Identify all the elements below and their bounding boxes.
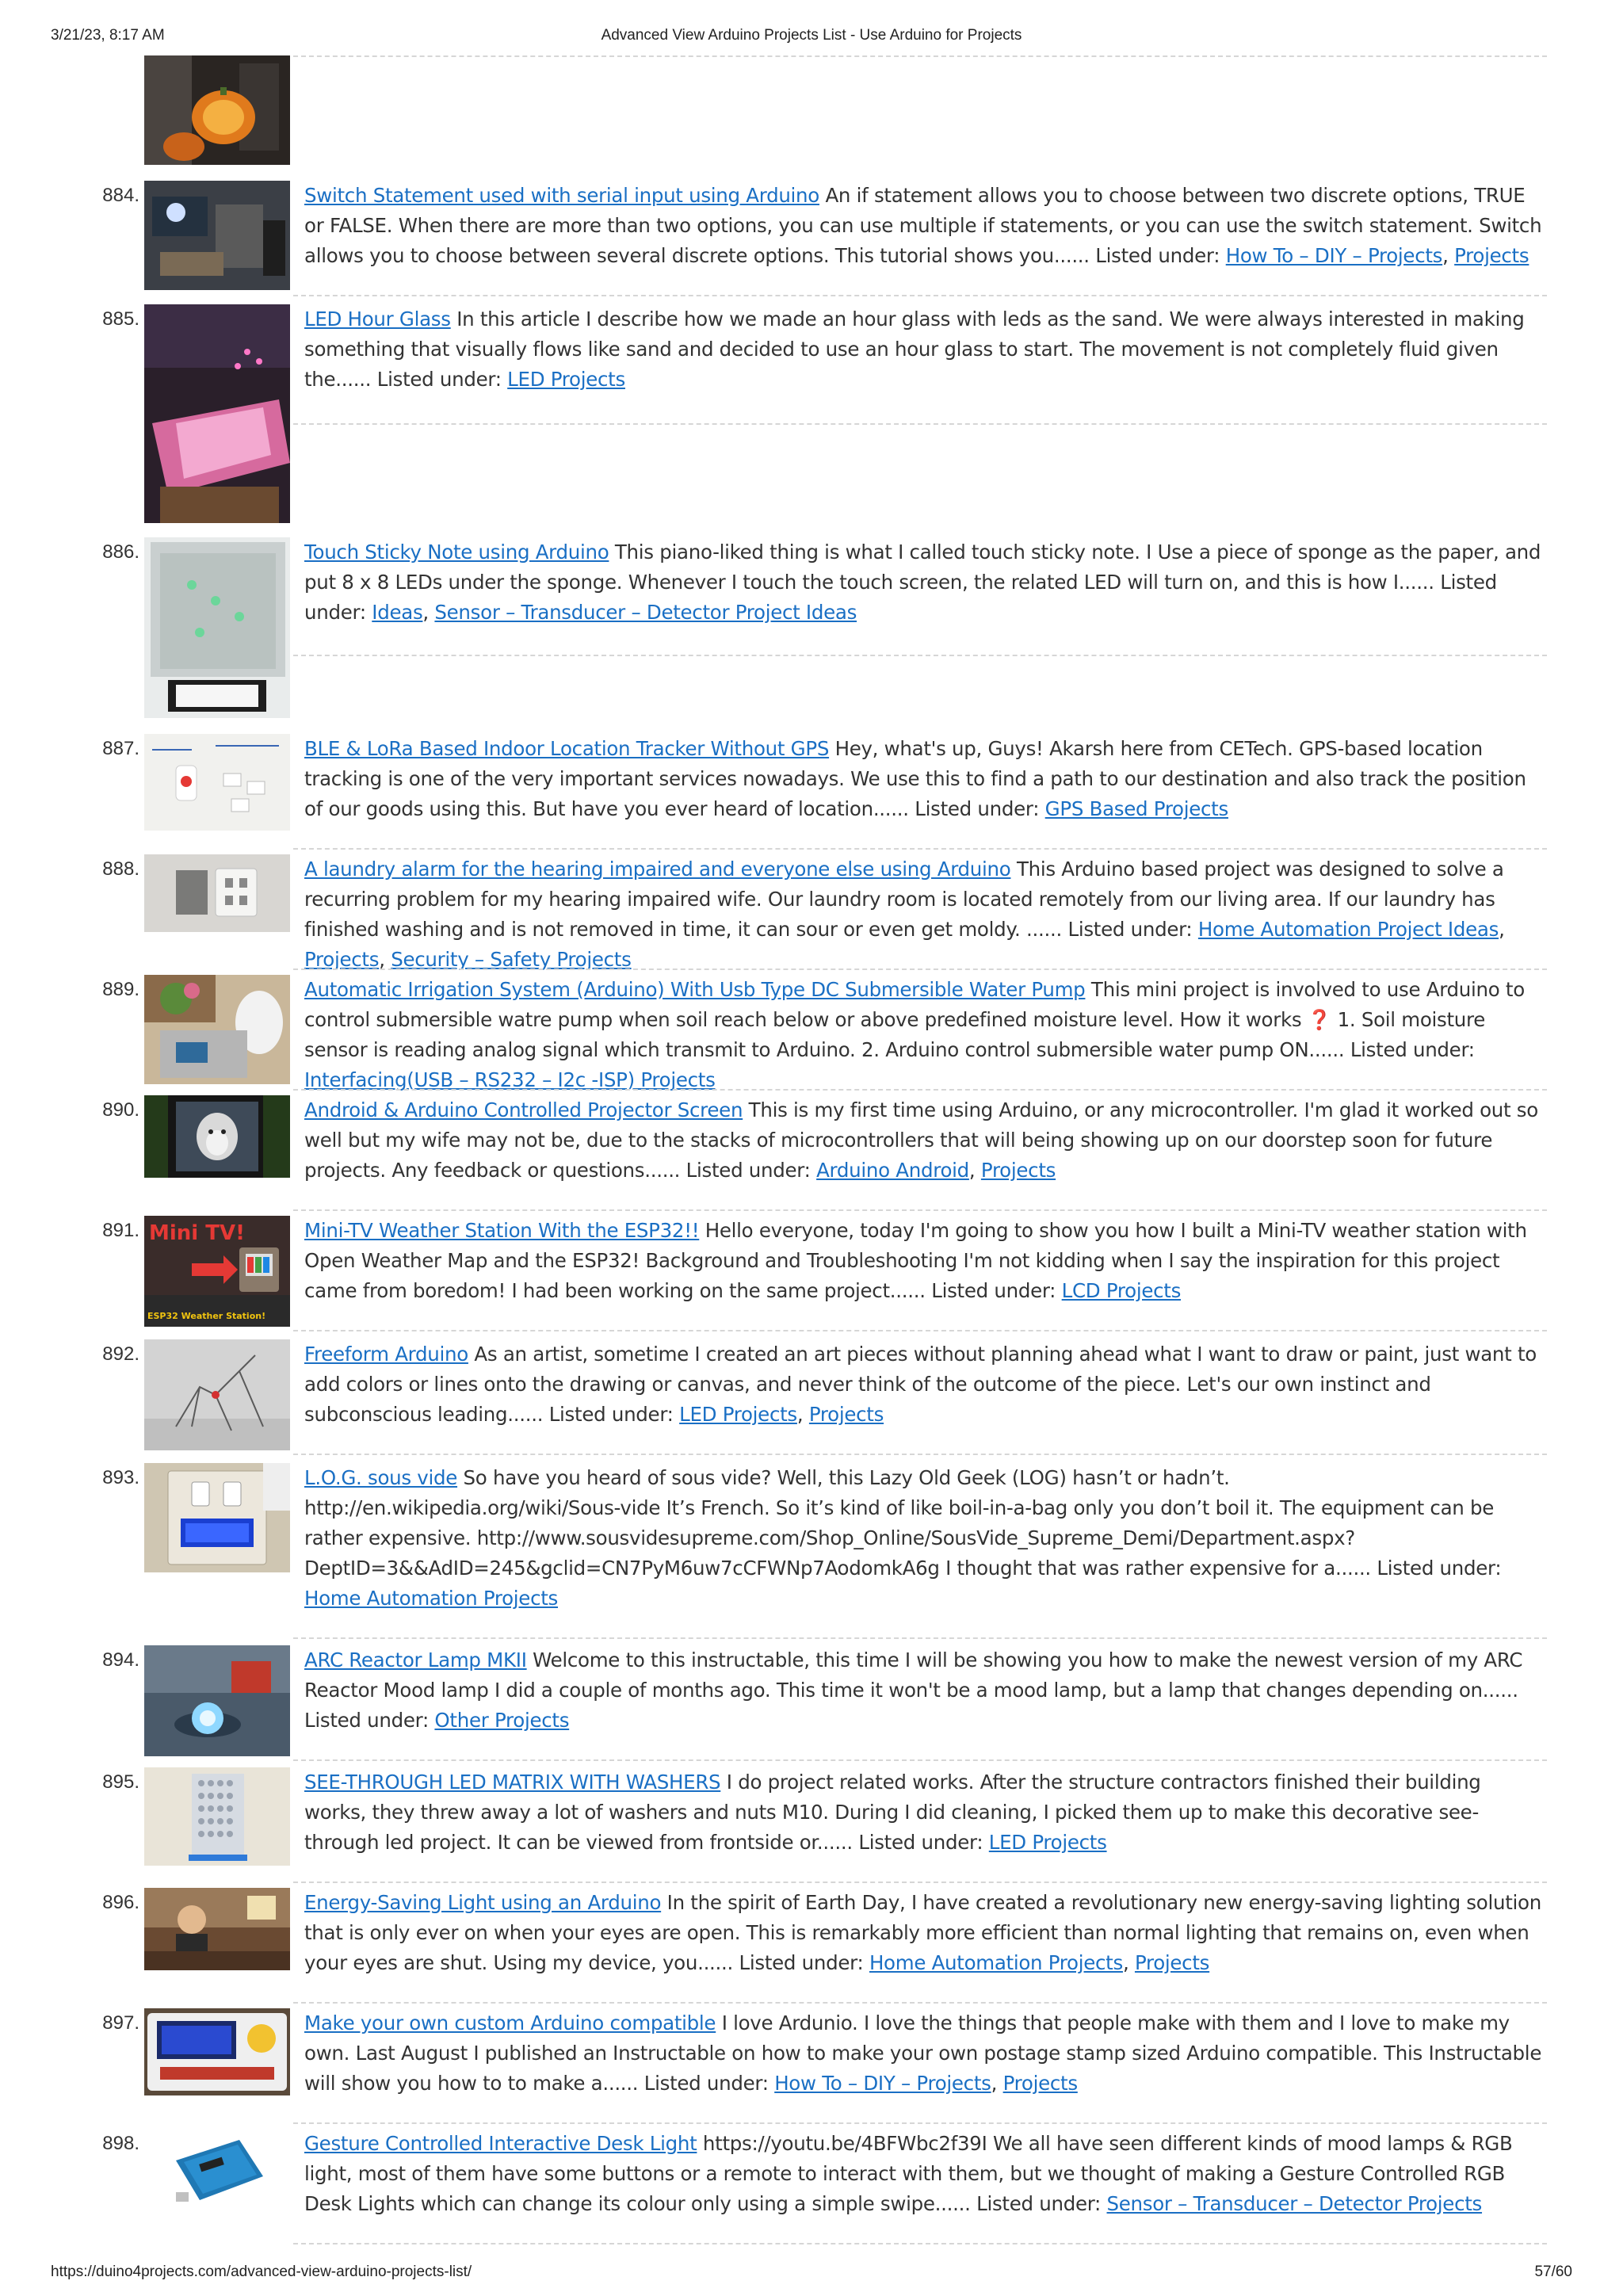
listed-under-label: Listed under: — [976, 2192, 1102, 2215]
category-link[interactable]: Projects — [304, 948, 380, 971]
item-description — [304, 1645, 1547, 1736]
item-number: 898. — [102, 2133, 139, 2154]
item-text: In the spirit of Earth Day, I have created a revolutionary new energy-saving lighting solution that is only ever on when your eyes are open. This is remarkably more efficient than normal lighting that remains on, even when your eyes are shut. Using my device, you...... — [304, 1891, 1541, 1974]
project-link[interactable]: L.O.G. sous vide — [304, 1466, 458, 1489]
category-link[interactable]: LCD Projects — [1061, 1279, 1182, 1302]
item-number: 894. — [102, 1649, 139, 1671]
project-link[interactable]: Android & Arduino Controlled Projector Screen — [304, 1098, 743, 1121]
category-link[interactable]: Ideas — [372, 601, 423, 624]
item-text: I love Ardunio. I love the things that people make with them and I love to make my own. Last August I published an Instructable on how to make your own postage stamp sized Arduino compatible. This Instructable will show you how to to make a...... — [304, 2011, 1542, 2095]
separator — [293, 2002, 1547, 2004]
item-number: 897. — [102, 2012, 139, 2034]
category-link[interactable]: Sensor – Transducer – Detector Projects — [1106, 2192, 1483, 2215]
item-description: A laundry alarm for the hearing impaired and everyone else using Arduino This Arduino based project was designed to solve a recurring problem for my hearing impaired wife. Our laundry room is located remotely from our living area. If our laundry has finished washing and is not removed in time, it can sour or even get moldy. ...... Listed under: Home Automation Project Ideas, Projects, Security – Safety Projects — [304, 858, 1505, 971]
thumbnail-caption: ESP32 Weather Station! — [147, 1311, 266, 1321]
thumbnail — [144, 2008, 290, 2095]
item-text: This piano-liked thing is what I called touch sticky note. I Use a piece of sponge as the paper, and put 8 x 8 LEDs under the sponge. Whenever I touch the touch screen, the related LED will turn on, and this is how I...... — [304, 541, 1541, 594]
project-link[interactable]: SEE-THROUGH LED MATRIX WITH WASHERS — [304, 1771, 721, 1794]
item-description — [304, 1463, 1547, 1614]
item-number: 891. — [102, 1220, 139, 1241]
item-description: Energy-Saving Light using an Arduino In the spirit of Earth Day, I have created a revolutionary new energy-saving lighting solution that is only ever on when your eyes are open. This is remarkably more efficient than normal lighting that remains on, even when your eyes are shut. Using my device, you...... Listed under: Home Automation Projects, Projects — [304, 1891, 1541, 1974]
project-link[interactable]: Touch Sticky Note using Arduino — [304, 541, 609, 563]
item-text: I do project related works. After the structure contractors finished their building works, they threw away a lot of washers and nuts M10. During I did cleaning, I picked them up to make this decorative see-through led project. It can be viewed from frontside or...... — [304, 1771, 1481, 1854]
item-description — [304, 304, 1547, 395]
thumbnail — [144, 181, 290, 290]
project-link[interactable]: Make your own custom Arduino compatible — [304, 2011, 716, 2034]
separator — [293, 423, 1547, 425]
separator — [293, 1089, 1547, 1091]
listed-under-label: Listed under: — [548, 1403, 674, 1426]
thumbnail — [144, 734, 290, 831]
listed-under-label: Listed under: — [304, 571, 1497, 624]
project-link[interactable]: Freeform Arduino — [304, 1343, 468, 1366]
thumbnail-pumpkin — [144, 55, 290, 165]
thumbnail — [144, 1767, 290, 1866]
item-text: Hey, what's up, Guys! Akarsh here from CETech. GPS-based location tracking is one of the very important services nowadays. We use this to find a path to our destination and also track the position of our goods using this. But have you ever heard of location...... — [304, 737, 1526, 820]
thumbnail — [144, 1095, 290, 1178]
listed-under-label: Listed under: — [1095, 244, 1220, 267]
listed-under-label: Listed under: — [643, 2072, 769, 2095]
listed-under-label: Listed under: — [931, 1279, 1056, 1302]
category-link[interactable]: Home Automation Projects — [304, 1587, 559, 1610]
category-link[interactable]: Projects — [1002, 2072, 1078, 2095]
separator — [293, 655, 1547, 656]
item-text-continued: 1. Soil moisture sensor is reading analog signal which transmit to Arduino. 2. Arduino control submersible water pump ON...... — [304, 1008, 1486, 1061]
thumbnail — [144, 1463, 290, 1572]
listed-under-label: Listed under: — [858, 1831, 983, 1854]
listed-under-label: Listed under: — [1350, 1038, 1475, 1061]
separator — [293, 2243, 1547, 2244]
listed-under-label: Listed under: — [915, 797, 1040, 820]
thumbnail — [144, 975, 290, 1084]
category-link[interactable]: LED Projects — [507, 368, 625, 391]
item-number: 884. — [102, 185, 139, 206]
listed-under-label: Listed under: — [739, 1951, 864, 1974]
item-number: 888. — [102, 858, 139, 880]
page-url: https://duino4projects.com/advanced-view-arduino-projects-list/ — [51, 2264, 472, 2280]
item-description — [304, 975, 1547, 1095]
category-link[interactable]: How To – DIY – Projects — [774, 2072, 991, 2095]
item-description: Freeform Arduino As an artist, sometime I created an art pieces without planning ahead what I want to draw or paint, just want to add colors or lines onto the drawing or canvas, and never think of the outcome of the piece. Let's our own instinct and subconscious leading...... Listed under: LED Projects, Projects — [304, 1343, 1537, 1426]
separator — [293, 1637, 1547, 1639]
item-number: 887. — [102, 738, 139, 759]
listed-under-label: Listed under: — [1067, 918, 1193, 941]
item-text: This is my first time using Arduino, or any microcontroller. I'm glad it worked out so well but my wife may not be, due to the stacks of microcontrollers that will being showing up on our doorstep soon for future projects. Any feedback or questions...... — [304, 1098, 1538, 1182]
listed-under-label: Listed under: — [304, 1709, 429, 1732]
item-number: 886. — [102, 541, 139, 563]
category-link[interactable]: LED Projects — [679, 1403, 797, 1426]
project-link[interactable]: ARC Reactor Lamp MKII — [304, 1648, 527, 1671]
project-link[interactable]: Mini-TV Weather Station With the ESP32!! — [304, 1219, 700, 1242]
category-link[interactable]: LED Projects — [988, 1831, 1107, 1854]
thumbnail — [144, 2129, 290, 2211]
separator — [293, 1330, 1547, 1331]
item-text: This mini project is involved to use Arduino to control submersible watre pump when soil reach below or above predefined moisture level. How it works — [304, 978, 1525, 1031]
item-description — [304, 2129, 1547, 2219]
category-link[interactable]: How To – DIY – Projects — [1225, 244, 1443, 267]
category-link[interactable]: Projects — [1454, 244, 1529, 267]
separator — [293, 2122, 1547, 2124]
project-link[interactable]: Switch Statement used with serial input using Arduino — [304, 184, 819, 207]
item-number: 892. — [102, 1343, 139, 1365]
listed-under-label: Listed under: — [1377, 1557, 1502, 1580]
thumbnail — [144, 1339, 290, 1450]
project-link[interactable]: BLE & LoRa Based Indoor Location Tracker Without GPS — [304, 737, 830, 760]
item-description — [304, 1216, 1547, 1306]
category-link[interactable]: Other Projects — [434, 1709, 570, 1732]
item-text: Welcome to this instructable, this time I will be showing you how to make the newest version of my ARC Reactor Mood lamp I did a couple of months ago. This time it won't be a mood lamp, but a lamp that changes depending on...... — [304, 1648, 1523, 1702]
item-description: Make your own custom Arduino compatible I love Ardunio. I love the things that people make with them and I love to make my own. Last August I published an Instructable on how to make your own postage stamp sized Arduino compatible. This Instructable will show you how to to make a...... Listed under: How To – DIY – Projects, Projects — [304, 2011, 1542, 2095]
separator — [293, 1209, 1547, 1211]
project-link[interactable]: Energy-Saving Light using an Arduino — [304, 1891, 662, 1914]
thumbnail-caption: Mini TV! — [149, 1221, 245, 1245]
thumbnail — [144, 1888, 290, 1970]
question-mark-icon: ❓ — [1307, 1008, 1332, 1031]
item-number: 889. — [102, 979, 139, 1000]
separator — [293, 1759, 1547, 1761]
thumbnail — [144, 1645, 290, 1756]
item-number: 890. — [102, 1099, 139, 1121]
separator — [293, 55, 1547, 57]
item-description: Touch Sticky Note using Arduino This piano-liked thing is what I called touch sticky note. I Use a piece of sponge as the paper, and put 8 x 8 LEDs under the sponge. Whenever I touch the touch screen, the related LED will turn on, and this is how I...... Listed under: Ideas, Sensor – Transducer – Detector Project Ideas — [304, 541, 1541, 624]
category-link[interactable]: Projects — [980, 1159, 1056, 1182]
item-number: 895. — [102, 1771, 139, 1793]
item-text: An if statement allows you to choose between two discrete options, TRUE or FALSE. When there are more than two options, you can use multiple if statements, or you can use the switch statement. Switch allows you to choose between several discrete options. This tutorial shows you...... — [304, 184, 1542, 267]
print-datetime: 3/21/23, 8:17 AM — [51, 27, 165, 44]
project-link[interactable]: Gesture Controlled Interactive Desk Light — [304, 2132, 697, 2155]
item-description — [304, 1767, 1547, 1858]
item-text: https://youtu.be/4BFWbc2f39I We all have seen different kinds of mood lamps & RGB light, most of them have some buttons or a remote to interact with them, but we thought of making a Gesture Controlled RGB Desk Lights which can change its colour only using a simple swipe...... — [304, 2132, 1513, 2215]
project-link[interactable]: LED Hour Glass — [304, 308, 451, 330]
item-text: In this article I describe how we made an hour glass with leds as the sand. We were always interested in making something that visually flows like sand and decided to use an hour glass to start. The movement is not completely fluid given the...... — [304, 308, 1525, 391]
separator — [293, 968, 1547, 970]
separator — [293, 1881, 1547, 1883]
listed-under-label: Listed under: — [376, 368, 502, 391]
item-description — [304, 734, 1547, 824]
separator — [293, 295, 1547, 296]
category-link[interactable]: Home Automation Projects — [869, 1951, 1123, 1974]
project-link[interactable]: A laundry alarm for the hearing impaired and everyone else using Arduino — [304, 858, 1011, 881]
page-number: 57/60 — [1534, 2264, 1572, 2280]
item-number: 885. — [102, 308, 139, 330]
category-link[interactable]: Security – Safety Projects — [391, 948, 632, 971]
separator — [293, 1454, 1547, 1455]
category-link[interactable]: Projects — [1134, 1951, 1210, 1974]
page-title: Advanced View Arduino Projects List - Use Arduino for Projects — [601, 27, 1022, 44]
item-description: Android & Arduino Controlled Projector Screen This is my first time using Arduino, or any microcontroller. I'm glad it worked out so well but my wife may not be, due to the stacks of microcontrollers that will being showing up on our doorstep soon for future projects. Any feedback or questions...... Listed under: Arduino Android, Projects — [304, 1098, 1538, 1182]
thumbnail — [144, 1216, 290, 1327]
category-link[interactable]: Home Automation Project Ideas — [1197, 918, 1499, 941]
category-link[interactable]: Projects — [808, 1403, 884, 1426]
separator — [293, 848, 1547, 850]
thumbnail — [144, 854, 290, 932]
item-text: As an artist, sometime I created an art pieces without planning ahead what I want to draw or paint, just want to add colors or lines onto the drawing or canvas, and never think of the outcome of the piece. Let's our own instinct and subconscious leading...... — [304, 1343, 1537, 1426]
item-number: 893. — [102, 1467, 139, 1488]
item-description: Switch Statement used with serial input using Arduino An if statement allows you to choose between two discrete options, TRUE or FALSE. When there are more than two options, you can use multiple if statements, or you can use the switch statement. Switch allows you to choose between several discrete options. This tutorial shows you...... Listed under: How To – DIY – Projects, Projects — [304, 184, 1542, 267]
thumbnail — [144, 304, 290, 523]
project-link[interactable]: Automatic Irrigation System (Arduino) With Usb Type DC Submersible Water Pump — [304, 978, 1086, 1001]
item-text: Hello everyone, today I'm going to show you how I built a Mini-TV weather station with Open Weather Map and the ESP32! Background and Troubleshooting I'm not kidding when I say the inspiration for this project came from boredom! I had been working on the same project...... — [304, 1219, 1527, 1302]
item-number: 896. — [102, 1892, 139, 1913]
thumbnail — [144, 537, 290, 718]
category-link[interactable]: GPS Based Projects — [1044, 797, 1228, 820]
category-link[interactable]: Arduino Android — [816, 1159, 969, 1182]
item-text: So have you heard of sous vide? Well, this Lazy Old Geek (LOG) hasn’t or hadn’t. http://en.wikipedia.org/wiki/Sous-vide It’s French. So it’s kind of like boil-in-a-bag only you don’t boil it. The equipment can be rather expensive. http://www.sousvidesupreme.com/Shop_Online/SousVide_Supreme_Demi/Department.aspx?DeptID=3&&AdID=245&gclid=CN7PyM6uw7cCFWNp7AodomkA6g I thought that was rather expensive for a...... — [304, 1466, 1495, 1580]
category-link[interactable]: Sensor – Transducer – Detector Project Ideas — [434, 601, 857, 624]
item-text: This Arduino based project was designed to solve a recurring problem for my hearing impaired wife. Our laundry room is located remotely from our living area. If our laundry has finished washing and is not removed in time, it can sour or even get moldy. ...... — [304, 858, 1504, 941]
listed-under-label: Listed under: — [685, 1159, 811, 1182]
category-link[interactable]: Interfacing(USB – RS232 – I2c -ISP) Projects — [304, 1068, 716, 1091]
